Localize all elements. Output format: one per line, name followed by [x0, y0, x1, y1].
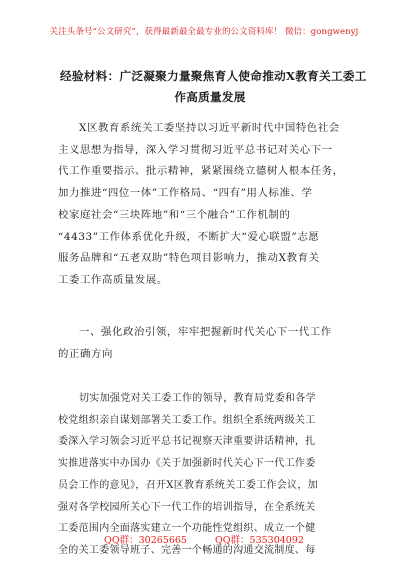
text-line: 强对各学校园所关心下一代工作的培训指导，在全系统关 — [58, 501, 316, 513]
text-line: 工委工作高质量发展。 — [58, 273, 168, 286]
text-line: 校家庭社会“三块阵地”和“三个融合”工作机制的 — [58, 208, 291, 221]
text-line: 工委范围内全面落实建立一个功能性党组织、成立一个健 — [58, 523, 316, 535]
footer-qq-group-1: QQ群：30265665 — [104, 535, 187, 546]
text-line: 一、强化政治引领，牢牢把握新时代关心下一代工作 — [79, 326, 332, 338]
header-note-text: 关注头条号“公文研究”，获得最新最全最专业的公文资料库！ 微信：gongwenyj — [49, 27, 359, 37]
paragraph-intro — [58, 118, 350, 292]
text-line: 实推进落实中办国办《关于加强新时代关心下一代工作委 — [58, 458, 316, 470]
text-line: 委深入学习领会习近平总书记视察天津重要讲话精神，扎 — [58, 436, 316, 448]
footer-qq-group-2: QQ群：535304092 — [214, 535, 304, 546]
text-line: 校党组织亲自谋划部署关工委工作。组织全系统两级关工 — [58, 414, 316, 426]
text-line: 员会工作的意见》，召开X区教育系统关工委工作会议，加 — [58, 479, 318, 491]
footer-contact — [0, 535, 408, 547]
text-line: 主义思想为指导，深入学习贯彻习近平总书记对关心下一 — [58, 143, 333, 156]
text-line: “4433”工作体系优化升级，不断扩大“爱心联盟”志愿 — [58, 230, 320, 243]
text-line: 的正确方向 — [58, 347, 113, 360]
title-line-2: 作高质量发展 — [174, 90, 246, 104]
text-line: X区教育系统关工委坚持以习近平新时代中国特色社会 — [79, 122, 340, 134]
text-line: 加力推进“四位一体”工作格局、“四有”用人标准、学 — [58, 187, 313, 200]
page-title — [60, 66, 367, 108]
section-heading-1 — [58, 322, 350, 365]
title-line-1: 经验材料：广泛凝聚力量聚焦育人使命推动X教育关工委工 — [60, 69, 367, 83]
header-note — [0, 27, 408, 38]
text-line: 切实加强党对关工委工作的领导，教育局党委和各学 — [79, 393, 316, 404]
text-line: 全的关工委领导班子、完善一个畅通的沟通交流制度、每 — [58, 544, 316, 556]
text-line: 服务品牌和“五老双助”特色项目影响力，推动X教育关 — [58, 252, 320, 265]
text-line: 代工作重要指示、批示精神，紧紧围绕立德树人根本任务， — [58, 165, 344, 178]
